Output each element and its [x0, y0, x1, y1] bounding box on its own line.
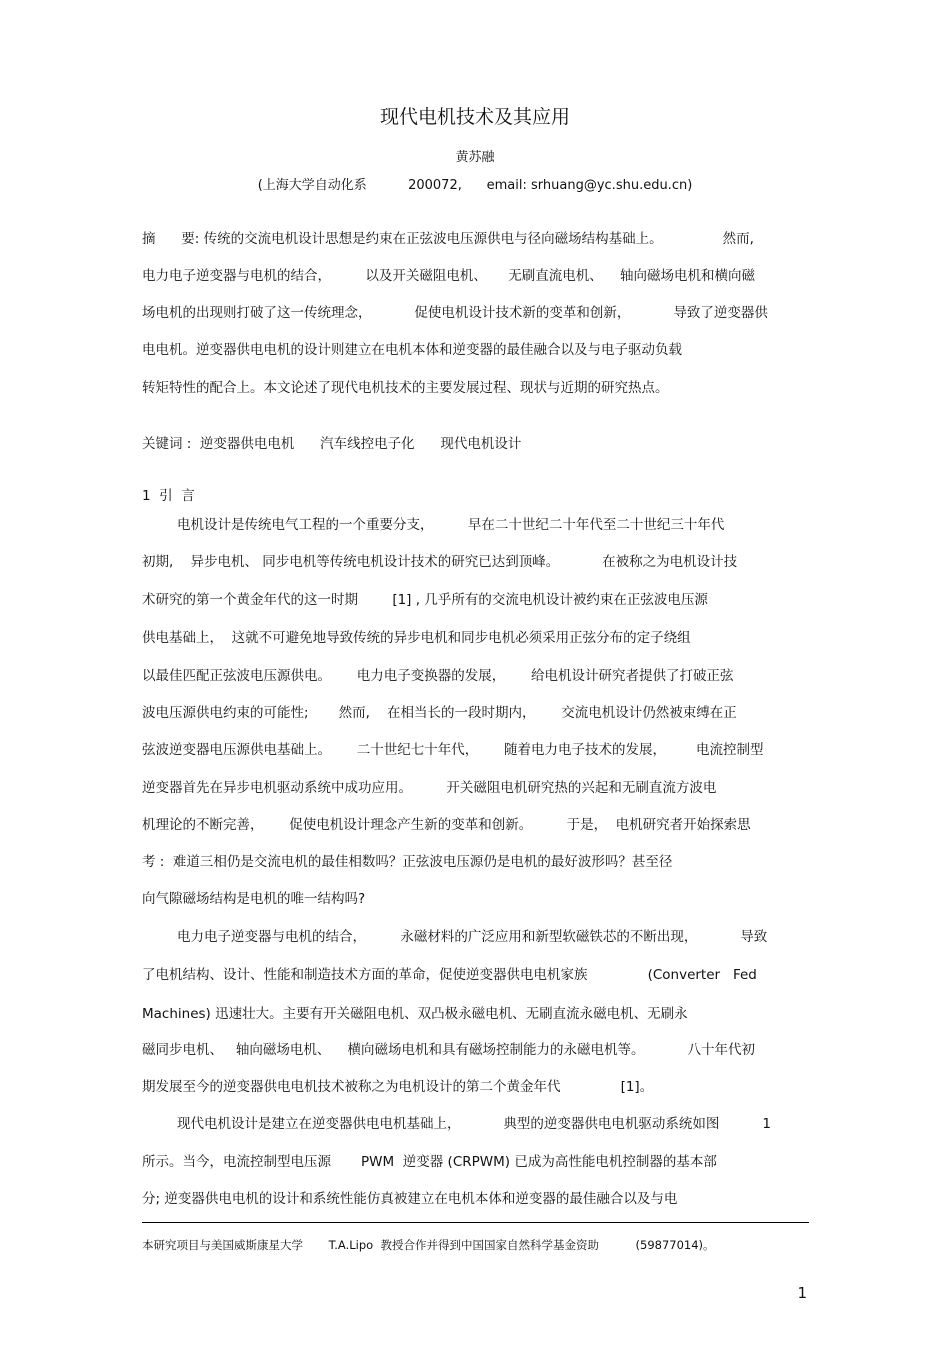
body-line: 以最佳匹配正弦波电压源供电。 电力电子变换器的发展， 给电机设计研究者提供了打破正弦 [142, 668, 734, 684]
section-heading: 1 引 言 [142, 488, 195, 504]
author-affiliation: (上海大学自动化系 200072, email: srhuang@yc.shu.edu.cn) [257, 178, 693, 193]
body-line: 现代电机设计是建立在逆变器供电电机基础上， 典型的逆变器供电电机驱动系统如图 1 [177, 1116, 771, 1132]
body-line: 供电基础上， 这就不可避免地导致传统的异步电机和同步电机必须采用正弦分布的定子绕组 [142, 630, 691, 646]
body-line: 机理论的不断完善， 促使电机设计理念产生新的变革和创新。 于是， 电机研究者开始探索思 [142, 817, 751, 833]
abstract-line: 电力电子逆变器与电机的结合， 以及开关磁阻电机、 无刷直流电机、 轴向磁场电机和横向磁 [142, 268, 755, 284]
keywords: 关键词 : 逆变器供电电机 汽车线控电子化 现代电机设计 [142, 436, 522, 452]
body-line: 波电压源供电约束的可能性; 然而, 在相当长的一段时期内， 交流电机设计仍然被束缚在正 [142, 705, 737, 721]
body-line: 弦波逆变器电压源供电基础上。 二十世纪七十年代， 随着电力电子技术的发展， 电流控制型 [142, 742, 764, 758]
abstract-line: 摘 要: 传统的交流电机设计思想是约束在正弦波电压源供电与径向磁场结构基础上。 然而, [142, 231, 754, 247]
body-line: 了电机结构、设计、性能和制造技术方面的革命，促使逆变器供电电机家族 (Converter Fed [142, 967, 757, 983]
body-line: 分; 逆变器供电电机的设计和系统性能仿真被建立在电机本体和逆变器的最佳融合以及与电 [142, 1191, 678, 1207]
body-line: 期发展至今的逆变器供电电机技术被称之为电机设计的第二个黄金年代 [1]。 [142, 1079, 654, 1095]
abstract-line: 电电机。逆变器供电电机的设计则建立在电机本体和逆变器的最佳融合以及与电子驱动负载 [142, 342, 682, 358]
body-line: 向气隙磁场结构是电机的唯一结构吗? [142, 891, 366, 907]
body-line: 电力电子逆变器与电机的结合， 永磁材料的广泛应用和新型软磁铁芯的不断出现， 导致 [177, 929, 768, 945]
body-line: 所示。当今，电流控制型电压源 PWM 逆变器 (CRPWM) 已成为高性能电机控制器的基本部 [142, 1154, 717, 1170]
body-line: Machines) 迅速壮大。主要有开关磁阻电机、双凸极永磁电机、无刷直流永磁电机、无刷永 [142, 1006, 688, 1022]
page-number: 1 [797, 1284, 807, 1302]
body-line: 磁同步电机、 轴向磁场电机、 横向磁场电机和具有磁场控制能力的永磁电机等。 八十年代初 [142, 1042, 755, 1058]
body-line: 术研究的第一个黄金年代的这一时期 [1] , 几乎所有的交流电机设计被约束在正弦波电压源 [142, 592, 708, 608]
footnote: 本研究项目与美国威斯康星大学 T.A.Lipo 教授合作并得到中国国家自然科学基金资助 (59877014)。 [142, 1238, 715, 1252]
body-line: 考 : 难道三相仍是交流电机的最佳相数吗？正弦波电压源仍是电机的最好波形吗？甚至径 [142, 854, 673, 870]
body-line: 逆变器首先在异步电机驱动系统中成功应用。 开关磁阻电机研究热的兴起和无刷直流方波电 [142, 780, 717, 796]
author-name: 黄苏融 [455, 150, 495, 165]
abstract-line: 转矩特性的配合上。本文论述了现代电机技术的主要发展过程、现状与近期的研究热点。 [142, 380, 669, 396]
footnote-rule [142, 1222, 809, 1223]
body-line: 初期, 异步电机、 同步电机等传统电机设计技术的研究已达到顶峰。 在被称之为电机设计技 [142, 554, 738, 570]
abstract-line: 场电机的出现则打破了这一传统理念， 促使电机设计技术新的变革和创新， 导致了逆变器供 [142, 305, 768, 321]
body-line: 电机设计是传统电气工程的一个重要分支， 早在二十世纪二十年代至二十世纪三十年代 [177, 517, 725, 533]
paper-title: 现代电机技术及其应用 [379, 106, 570, 128]
